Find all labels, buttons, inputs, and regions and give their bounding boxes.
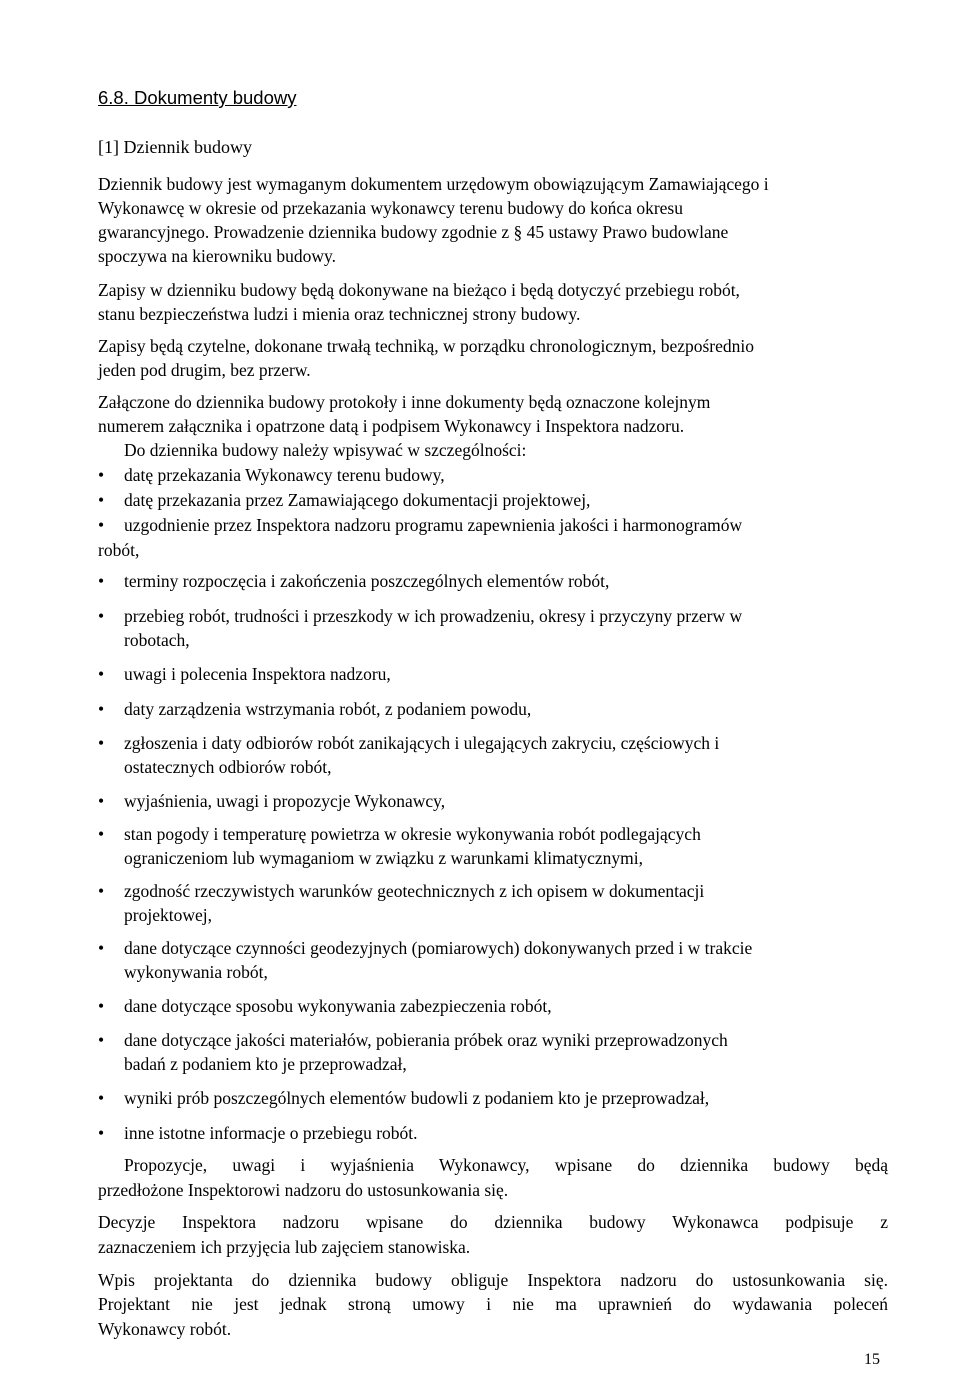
page-number: 15 (864, 1351, 880, 1368)
list-item: datę przekazania przez Zamawiającego dokumentacji projektowej, (124, 490, 591, 510)
bullet-icon: • (98, 938, 105, 958)
bullet-icon: • (98, 1088, 105, 1108)
list-intro: Do dziennika budowy należy wpisywać w szczególności: (124, 440, 527, 460)
paragraph-line: spoczywa na kierowniku budowy. (98, 246, 336, 266)
bullet-icon: • (98, 1123, 105, 1143)
paragraph-line: stanu bezpieczeństwa ludzi i mienia oraz technicznej strony budowy. (98, 304, 581, 324)
list-item: dane dotyczące jakości materiałów, pobierania próbek oraz wyniki przeprowadzonych (124, 1030, 728, 1050)
list-item-continuation: ograniczeniom lub wymaganiom w związku z warunkami klimatycznymi, (124, 848, 644, 868)
paragraph-line: Propozycje, uwagi i wyjaśnienia Wykonawcy, wpisane do dziennika budowy będą (124, 1155, 888, 1175)
list-item-continuation: badań z podaniem kto je przeprowadzał, (124, 1054, 407, 1074)
list-item: datę przekazania Wykonawcy terenu budowy, (124, 465, 445, 485)
bullet-icon: • (98, 1030, 105, 1050)
paragraph-line: numerem załącznika i opatrzone datą i podpisem Wykonawcy i Inspektora nadzoru. (98, 416, 685, 436)
paragraph-line: Zapisy będą czytelne, dokonane trwałą techniką, w porządku chronologicznym, bezpośrednio (98, 336, 755, 356)
bullet-icon: • (98, 490, 105, 510)
list-item: wyjaśnienia, uwagi i propozycje Wykonawcy, (124, 791, 446, 811)
subsection-title: [1] Dziennik budowy (98, 137, 252, 157)
list-item: terminy rozpoczęcia i zakończenia poszczególnych elementów robót, (124, 571, 610, 591)
list-item: wyniki prób poszczególnych elementów budowli z podaniem kto je przeprowadzał, (124, 1088, 710, 1108)
bullet-icon: • (98, 606, 105, 626)
paragraph-line: przedłożone Inspektorowi nadzoru do ustosunkowania się. (98, 1180, 509, 1200)
list-item: daty zarządzenia wstrzymania robót, z podaniem powodu, (124, 699, 532, 719)
bullet-icon: • (98, 733, 105, 753)
list-item: uzgodnienie przez Inspektora nadzoru programu zapewnienia jakości i harmonogramów (124, 515, 743, 535)
bullet-icon: • (98, 699, 105, 719)
list-item-continuation: projektowej, (124, 905, 212, 925)
bullet-icon: • (98, 791, 105, 811)
list-item: dane dotyczące sposobu wykonywania zabezpieczenia robót, (124, 996, 552, 1016)
bullet-icon: • (98, 664, 105, 684)
paragraph-line: Dziennik budowy jest wymaganym dokumentem urzędowym obowiązującym Zamawiającego i (98, 174, 769, 194)
section-title: 6.8. Dokumenty budowy (98, 87, 297, 108)
paragraph-line: gwarancyjnego. Prowadzenie dziennika budowy zgodnie z § 45 ustawy Prawo budowlane (98, 222, 729, 242)
list-item-continuation: robotach, (124, 630, 190, 650)
paragraph-line: Wykonawcy robót. (98, 1319, 232, 1339)
bullet-icon: • (98, 996, 105, 1016)
bullet-icon: • (98, 824, 105, 844)
list-item-continuation: robót, (98, 540, 140, 560)
paragraph-line: Wykonawcę w okresie od przekazania wykonawcy terenu budowy do końca okresu (98, 198, 683, 218)
bullet-icon: • (98, 881, 105, 901)
bullet-icon: • (98, 465, 105, 485)
paragraph-line: Projektant nie jest jednak stroną umowy i nie ma uprawnień do wydawania poleceń (98, 1294, 888, 1314)
list-item: inne istotne informacje o przebiegu robót. (124, 1123, 418, 1143)
list-item: przebieg robót, trudności i przeszkody w ich prowadzeniu, okresy i przyczyny przerw w (124, 606, 743, 626)
paragraph-line: Decyzje Inspektora nadzoru wpisane do dziennika budowy Wykonawca podpisuje z (98, 1212, 888, 1232)
paragraph-line: Załączone do dziennika budowy protokoły i inne dokumenty będą oznaczone kolejnym (98, 392, 711, 412)
list-item: zgodność rzeczywistych warunków geotechnicznych z ich opisem w dokumentacji (124, 881, 705, 901)
paragraph-line: zaznaczeniem ich przyjęcia lub zajęciem stanowiska. (98, 1237, 471, 1257)
list-item: uwagi i polecenia Inspektora nadzoru, (124, 664, 391, 684)
list-item-continuation: wykonywania robót, (124, 962, 268, 982)
paragraph-line: Zapisy w dzienniku budowy będą dokonywane na bieżąco i będą dotyczyć przebiegu robót, (98, 280, 740, 300)
list-item: dane dotyczące czynności geodezyjnych (pomiarowych) dokonywanych przed i w trakcie (124, 938, 753, 958)
bullet-icon: • (98, 515, 105, 535)
paragraph-line: Wpis projektanta do dziennika budowy obliguje Inspektora nadzoru do ustosunkowania się. (98, 1270, 888, 1290)
list-item: zgłoszenia i daty odbiorów robót zanikających i ulegających zakryciu, częściowych i (124, 733, 720, 753)
paragraph-line: jeden pod drugim, bez przerw. (98, 360, 311, 380)
list-item-continuation: ostatecznych odbiorów robót, (124, 757, 332, 777)
list-item: stan pogody i temperaturę powietrza w okresie wykonywania robót podlegających (124, 824, 701, 844)
bullet-icon: • (98, 571, 105, 591)
